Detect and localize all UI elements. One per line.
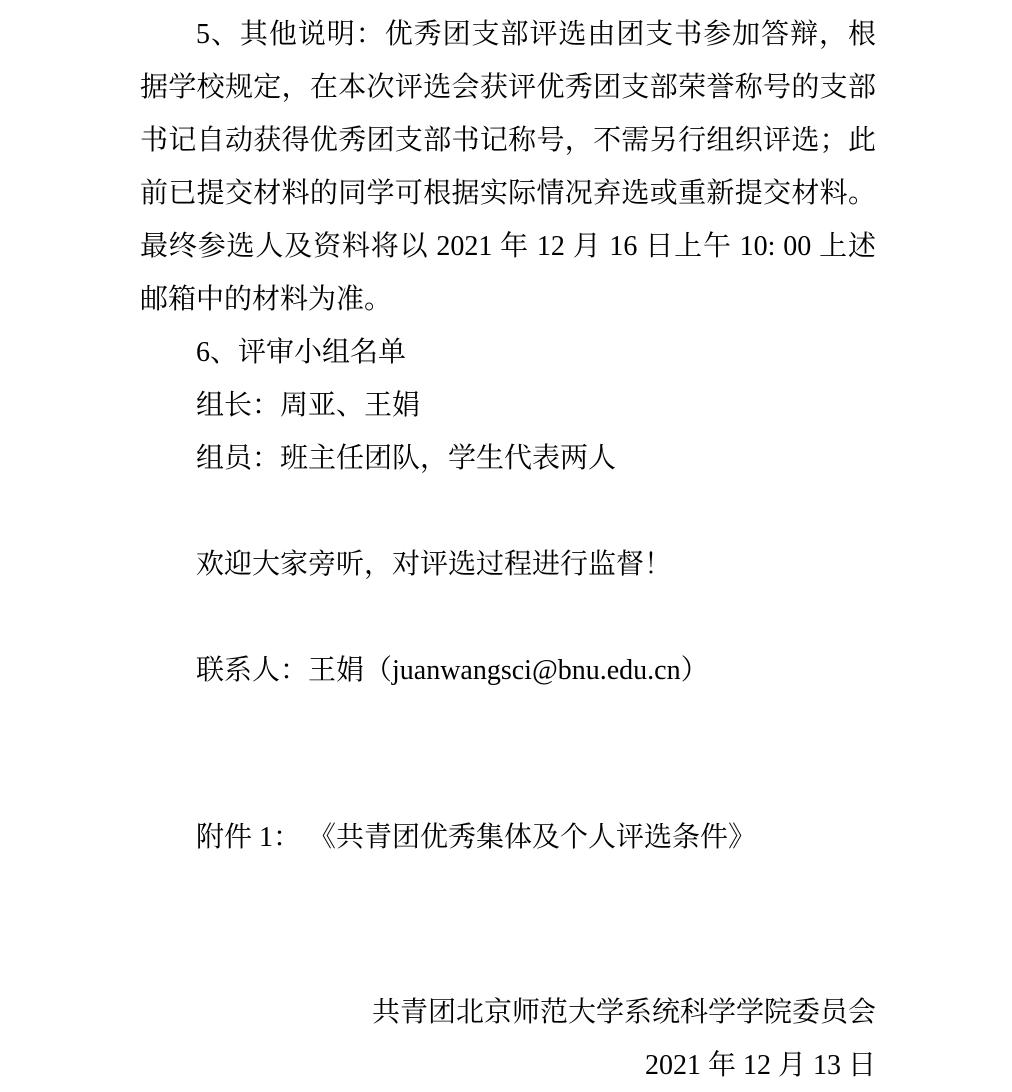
blank-line [140, 917, 876, 970]
review-panel-members-line: 组员：班主任团队，学生代表两人 [196, 443, 617, 474]
document-content [140, 8, 876, 1092]
blank-line [140, 697, 876, 750]
contact-line: 联系人：王娟（juanwangsci@bnu.edu.cn） [196, 655, 709, 686]
blank-line [140, 591, 876, 644]
review-panel-heading: 6、评审小组名单 [196, 337, 407, 368]
other-notes-line-5: 最终参选人及资料将以 2021 年 12 月 16 日上午 10: 00 上述 [140, 231, 876, 262]
other-notes-line-3: 书记自动获得优秀团支部书记称号，不需另行组织评选；此 [140, 125, 876, 156]
signature-date: 2021 年 12 月 13 日 [644, 1050, 876, 1081]
other-notes-line-6: 邮箱中的材料为准。 [140, 284, 393, 315]
welcome-line: 欢迎大家旁听，对评选过程进行监督！ [196, 549, 673, 580]
other-notes-line-1: 5、其他说明：优秀团支部评选由团支书参加答辩，根 [196, 19, 876, 50]
attachment-line: 附件 1： 《共青团优秀集体及个人评选条件》 [196, 822, 757, 853]
review-panel-leader-line: 组长：周亚、王娟 [196, 390, 421, 421]
blank-line [140, 485, 876, 538]
blank-line [140, 864, 876, 917]
signature-organization: 共青团北京师范大学系统科学学院委员会 [371, 997, 876, 1028]
blank-line [140, 750, 876, 803]
other-notes-line-4: 前已提交材料的同学可根据实际情况弃选或重新提交材料。 [140, 178, 876, 209]
other-notes-line-2: 据学校规定，在本次评选会获评优秀团支部荣誉称号的支部 [140, 72, 876, 103]
